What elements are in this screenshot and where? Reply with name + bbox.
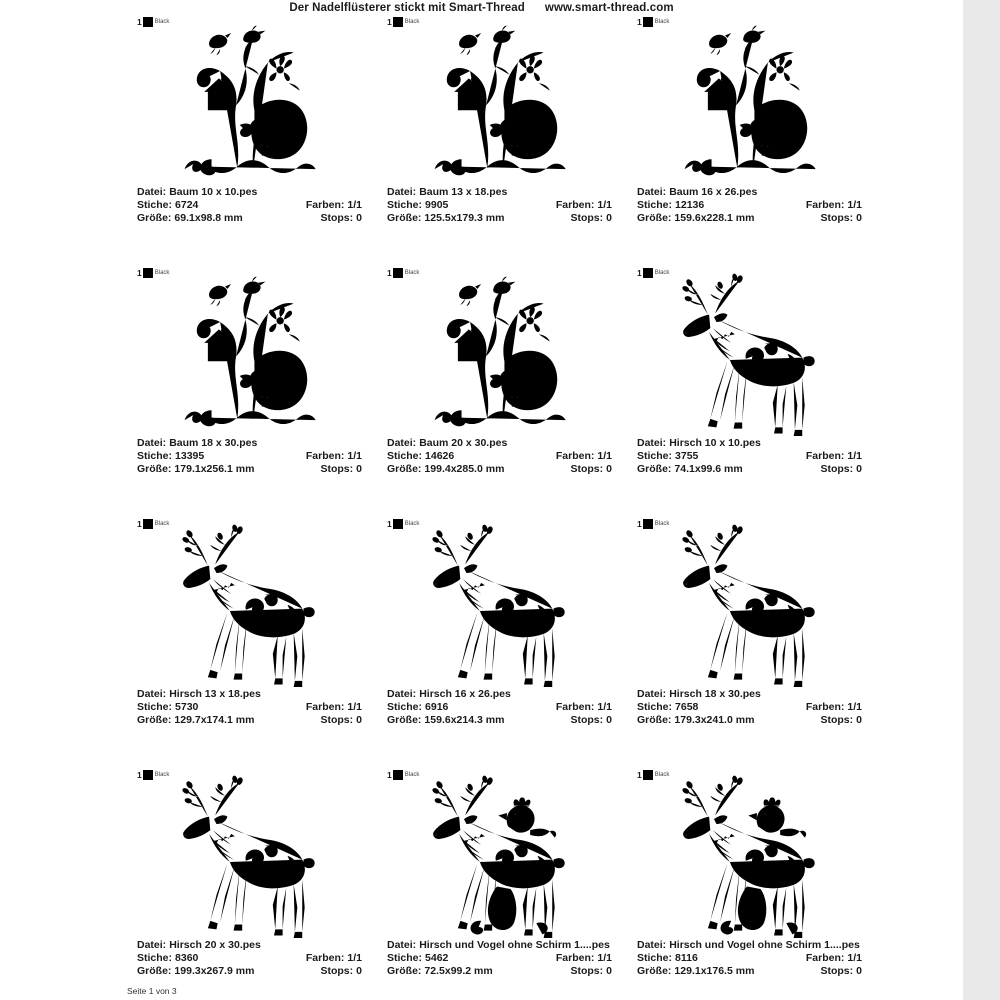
size-label: Größe: bbox=[637, 965, 672, 977]
thread-color-name: Black bbox=[154, 772, 170, 778]
thread-number: 1 bbox=[637, 17, 642, 27]
stops-value: 0 bbox=[356, 714, 362, 726]
size-value: 72.5x99.2 mm bbox=[424, 965, 493, 977]
stitches-value: 6724 bbox=[175, 199, 199, 211]
stops-label: Stops: bbox=[820, 714, 854, 726]
colors-value: 1/1 bbox=[847, 701, 862, 713]
size-value: 179.3x241.0 mm bbox=[674, 714, 755, 726]
design-grid bbox=[135, 14, 865, 1000]
design-cell bbox=[635, 14, 865, 265]
colors-label: Farben: bbox=[555, 199, 595, 211]
thread-color-name: Black bbox=[404, 772, 420, 778]
stops-value: 0 bbox=[856, 212, 862, 224]
size-value: 74.1x99.6 mm bbox=[674, 463, 743, 475]
page-header bbox=[0, 2, 963, 14]
file-label: Datei: bbox=[387, 688, 417, 700]
design-meta bbox=[137, 939, 362, 978]
thread-color-name: Black bbox=[404, 521, 420, 527]
colors-label: Farben: bbox=[805, 952, 845, 964]
stitches-label: Stiche: bbox=[137, 952, 173, 964]
size-label: Größe: bbox=[387, 714, 422, 726]
file-value: Hirsch 13 x 18.pes bbox=[169, 688, 261, 700]
stops-value: 0 bbox=[856, 463, 862, 475]
design-meta bbox=[637, 186, 862, 225]
thread-number: 1 bbox=[137, 770, 142, 780]
stops-label: Stops: bbox=[820, 212, 854, 224]
deer-design-art bbox=[176, 524, 323, 687]
stitches-label: Stiche: bbox=[637, 701, 673, 713]
colors-label: Farben: bbox=[555, 701, 595, 713]
thread-color-name: Black bbox=[154, 270, 170, 276]
stitches-label: Stiche: bbox=[137, 701, 173, 713]
colors-value: 1/1 bbox=[347, 952, 362, 964]
size-value: 179.1x256.1 mm bbox=[174, 463, 255, 475]
stitches-label: Stiche: bbox=[637, 199, 673, 211]
stitches-label: Stiche: bbox=[387, 450, 423, 462]
design-cell bbox=[135, 14, 365, 265]
thread-number: 1 bbox=[637, 268, 642, 278]
stitches-value: 13395 bbox=[175, 450, 205, 462]
size-value: 129.7x174.1 mm bbox=[174, 714, 255, 726]
deerbird-design-art bbox=[676, 775, 823, 938]
size-value: 125.5x179.3 mm bbox=[424, 212, 505, 224]
thread-color-name: Black bbox=[404, 270, 420, 276]
deer-design-art bbox=[176, 775, 323, 938]
file-value: Hirsch 20 x 30.pes bbox=[169, 939, 261, 951]
stops-label: Stops: bbox=[570, 212, 604, 224]
stops-value: 0 bbox=[356, 965, 362, 977]
design-preview bbox=[635, 19, 865, 187]
design-meta bbox=[387, 939, 612, 978]
file-value: Baum 10 x 10.pes bbox=[169, 186, 258, 198]
thread-color-name: Black bbox=[654, 521, 670, 527]
design-meta bbox=[387, 688, 612, 727]
thread-number: 1 bbox=[387, 17, 392, 27]
stitches-value: 8360 bbox=[175, 952, 199, 964]
stops-value: 0 bbox=[856, 965, 862, 977]
design-preview bbox=[135, 270, 365, 438]
file-value: Baum 18 x 30.pes bbox=[169, 437, 258, 449]
thread-number: 1 bbox=[387, 268, 392, 278]
design-cell bbox=[385, 516, 615, 767]
thread-color-name: Black bbox=[654, 772, 670, 778]
colors-label: Farben: bbox=[555, 952, 595, 964]
colors-value: 1/1 bbox=[847, 952, 862, 964]
file-label: Datei: bbox=[387, 186, 417, 198]
stitches-label: Stiche: bbox=[137, 199, 173, 211]
stops-label: Stops: bbox=[570, 714, 604, 726]
stitches-value: 7658 bbox=[675, 701, 699, 713]
colors-value: 1/1 bbox=[347, 450, 362, 462]
design-preview bbox=[135, 521, 365, 689]
stops-value: 0 bbox=[606, 212, 612, 224]
thread-color-name: Black bbox=[404, 19, 420, 25]
tree-design-art bbox=[676, 22, 823, 185]
design-preview bbox=[385, 772, 615, 940]
file-label: Datei: bbox=[137, 939, 167, 951]
colors-value: 1/1 bbox=[347, 701, 362, 713]
stops-value: 0 bbox=[356, 212, 362, 224]
design-meta bbox=[637, 688, 862, 727]
colors-value: 1/1 bbox=[597, 199, 612, 211]
size-label: Größe: bbox=[637, 714, 672, 726]
thread-color-name: Black bbox=[154, 521, 170, 527]
colors-value: 1/1 bbox=[597, 450, 612, 462]
design-preview bbox=[135, 772, 365, 940]
size-value: 129.1x176.5 mm bbox=[674, 965, 755, 977]
deer-design-art bbox=[426, 524, 573, 687]
design-preview bbox=[385, 19, 615, 187]
design-cell bbox=[635, 516, 865, 767]
design-preview bbox=[635, 521, 865, 689]
colors-label: Farben: bbox=[805, 450, 845, 462]
thread-number: 1 bbox=[137, 268, 142, 278]
design-preview bbox=[385, 521, 615, 689]
design-meta bbox=[137, 688, 362, 727]
file-label: Datei: bbox=[637, 688, 667, 700]
thread-color-name: Black bbox=[654, 270, 670, 276]
header-title: Der Nadelflüsterer stickt mit Smart-Thread bbox=[289, 2, 525, 14]
size-value: 159.6x228.1 mm bbox=[674, 212, 755, 224]
design-preview bbox=[635, 270, 865, 438]
thread-number: 1 bbox=[137, 519, 142, 529]
tree-design-art bbox=[176, 22, 323, 185]
design-preview bbox=[135, 19, 365, 187]
thread-number: 1 bbox=[387, 519, 392, 529]
design-meta bbox=[137, 437, 362, 476]
colors-value: 1/1 bbox=[847, 199, 862, 211]
page-number: Seite 1 von 3 bbox=[127, 986, 177, 996]
thread-number: 1 bbox=[137, 17, 142, 27]
deerbird-design-art bbox=[426, 775, 573, 938]
file-label: Datei: bbox=[387, 437, 417, 449]
stops-label: Stops: bbox=[320, 212, 354, 224]
design-preview bbox=[385, 270, 615, 438]
design-cell bbox=[385, 767, 615, 1000]
stops-label: Stops: bbox=[320, 463, 354, 475]
stops-value: 0 bbox=[856, 714, 862, 726]
colors-label: Farben: bbox=[805, 701, 845, 713]
stops-value: 0 bbox=[356, 463, 362, 475]
file-value: Hirsch 10 x 10.pes bbox=[669, 437, 761, 449]
colors-label: Farben: bbox=[555, 450, 595, 462]
stitches-label: Stiche: bbox=[387, 199, 423, 211]
stops-label: Stops: bbox=[570, 965, 604, 977]
stitches-label: Stiche: bbox=[387, 952, 423, 964]
stitches-value: 8116 bbox=[675, 952, 698, 964]
stops-label: Stops: bbox=[820, 965, 854, 977]
file-value: Hirsch und Vogel ohne Schirm 1....pes bbox=[669, 939, 860, 951]
design-meta bbox=[387, 437, 612, 476]
thread-color-name: Black bbox=[154, 19, 170, 25]
stitches-value: 9905 bbox=[425, 199, 449, 211]
colors-label: Farben: bbox=[305, 952, 345, 964]
colors-label: Farben: bbox=[305, 450, 345, 462]
stops-label: Stops: bbox=[320, 965, 354, 977]
deer-design-art bbox=[676, 524, 823, 687]
file-label: Datei: bbox=[137, 688, 167, 700]
file-value: Baum 20 x 30.pes bbox=[419, 437, 508, 449]
tree-design-art bbox=[426, 273, 573, 436]
file-value: Baum 16 x 26.pes bbox=[669, 186, 758, 198]
design-cell bbox=[635, 265, 865, 516]
design-preview bbox=[635, 772, 865, 940]
size-value: 199.4x285.0 mm bbox=[424, 463, 505, 475]
design-cell bbox=[385, 265, 615, 516]
stitches-value: 5730 bbox=[175, 701, 199, 713]
tree-design-art bbox=[426, 22, 573, 185]
size-value: 199.3x267.9 mm bbox=[174, 965, 255, 977]
size-label: Größe: bbox=[137, 212, 172, 224]
stitches-value: 14626 bbox=[425, 450, 455, 462]
file-value: Hirsch 16 x 26.pes bbox=[419, 688, 511, 700]
stops-label: Stops: bbox=[570, 463, 604, 475]
deer-design-art bbox=[676, 273, 823, 436]
design-meta bbox=[387, 186, 612, 225]
thread-number: 1 bbox=[637, 519, 642, 529]
design-cell bbox=[135, 767, 365, 1000]
size-label: Größe: bbox=[137, 463, 172, 475]
header-url: www.smart-thread.com bbox=[544, 2, 674, 14]
colors-label: Farben: bbox=[305, 701, 345, 713]
stitches-label: Stiche: bbox=[387, 701, 423, 713]
colors-value: 1/1 bbox=[347, 199, 362, 211]
size-label: Größe: bbox=[137, 965, 172, 977]
stitches-value: 3755 bbox=[675, 450, 699, 462]
stitches-label: Stiche: bbox=[637, 952, 673, 964]
design-cell bbox=[135, 516, 365, 767]
file-value: Baum 13 x 18.pes bbox=[419, 186, 508, 198]
size-label: Größe: bbox=[387, 463, 422, 475]
size-value: 159.6x214.3 mm bbox=[424, 714, 505, 726]
stops-value: 0 bbox=[606, 714, 612, 726]
stitches-value: 5462 bbox=[425, 952, 449, 964]
thread-color-name: Black bbox=[654, 19, 670, 25]
size-label: Größe: bbox=[137, 714, 172, 726]
design-cell bbox=[135, 265, 365, 516]
file-value: Hirsch 18 x 30.pes bbox=[669, 688, 761, 700]
design-meta bbox=[137, 186, 362, 225]
stops-label: Stops: bbox=[820, 463, 854, 475]
size-label: Größe: bbox=[637, 463, 672, 475]
stitches-label: Stiche: bbox=[137, 450, 173, 462]
stitches-value: 12136 bbox=[675, 199, 705, 211]
stitches-label: Stiche: bbox=[637, 450, 673, 462]
size-label: Größe: bbox=[387, 212, 422, 224]
design-meta bbox=[637, 437, 862, 476]
size-label: Größe: bbox=[387, 965, 422, 977]
colors-value: 1/1 bbox=[847, 450, 862, 462]
stops-label: Stops: bbox=[320, 714, 354, 726]
design-cell bbox=[385, 14, 615, 265]
colors-label: Farben: bbox=[805, 199, 845, 211]
thread-number: 1 bbox=[637, 770, 642, 780]
file-label: Datei: bbox=[137, 437, 167, 449]
stops-value: 0 bbox=[606, 463, 612, 475]
design-cell bbox=[635, 767, 865, 1000]
colors-value: 1/1 bbox=[597, 701, 612, 713]
stitches-value: 6916 bbox=[425, 701, 449, 713]
colors-value: 1/1 bbox=[597, 952, 612, 964]
stops-value: 0 bbox=[606, 965, 612, 977]
design-meta bbox=[637, 939, 862, 978]
tree-design-art bbox=[176, 273, 323, 436]
file-label: Datei: bbox=[387, 939, 417, 951]
colors-label: Farben: bbox=[305, 199, 345, 211]
file-label: Datei: bbox=[637, 186, 667, 198]
file-label: Datei: bbox=[137, 186, 167, 198]
file-label: Datei: bbox=[637, 939, 667, 951]
file-label: Datei: bbox=[637, 437, 667, 449]
size-label: Größe: bbox=[637, 212, 672, 224]
size-value: 69.1x98.8 mm bbox=[174, 212, 243, 224]
thread-number: 1 bbox=[387, 770, 392, 780]
file-value: Hirsch und Vogel ohne Schirm 1....pes bbox=[419, 939, 610, 951]
